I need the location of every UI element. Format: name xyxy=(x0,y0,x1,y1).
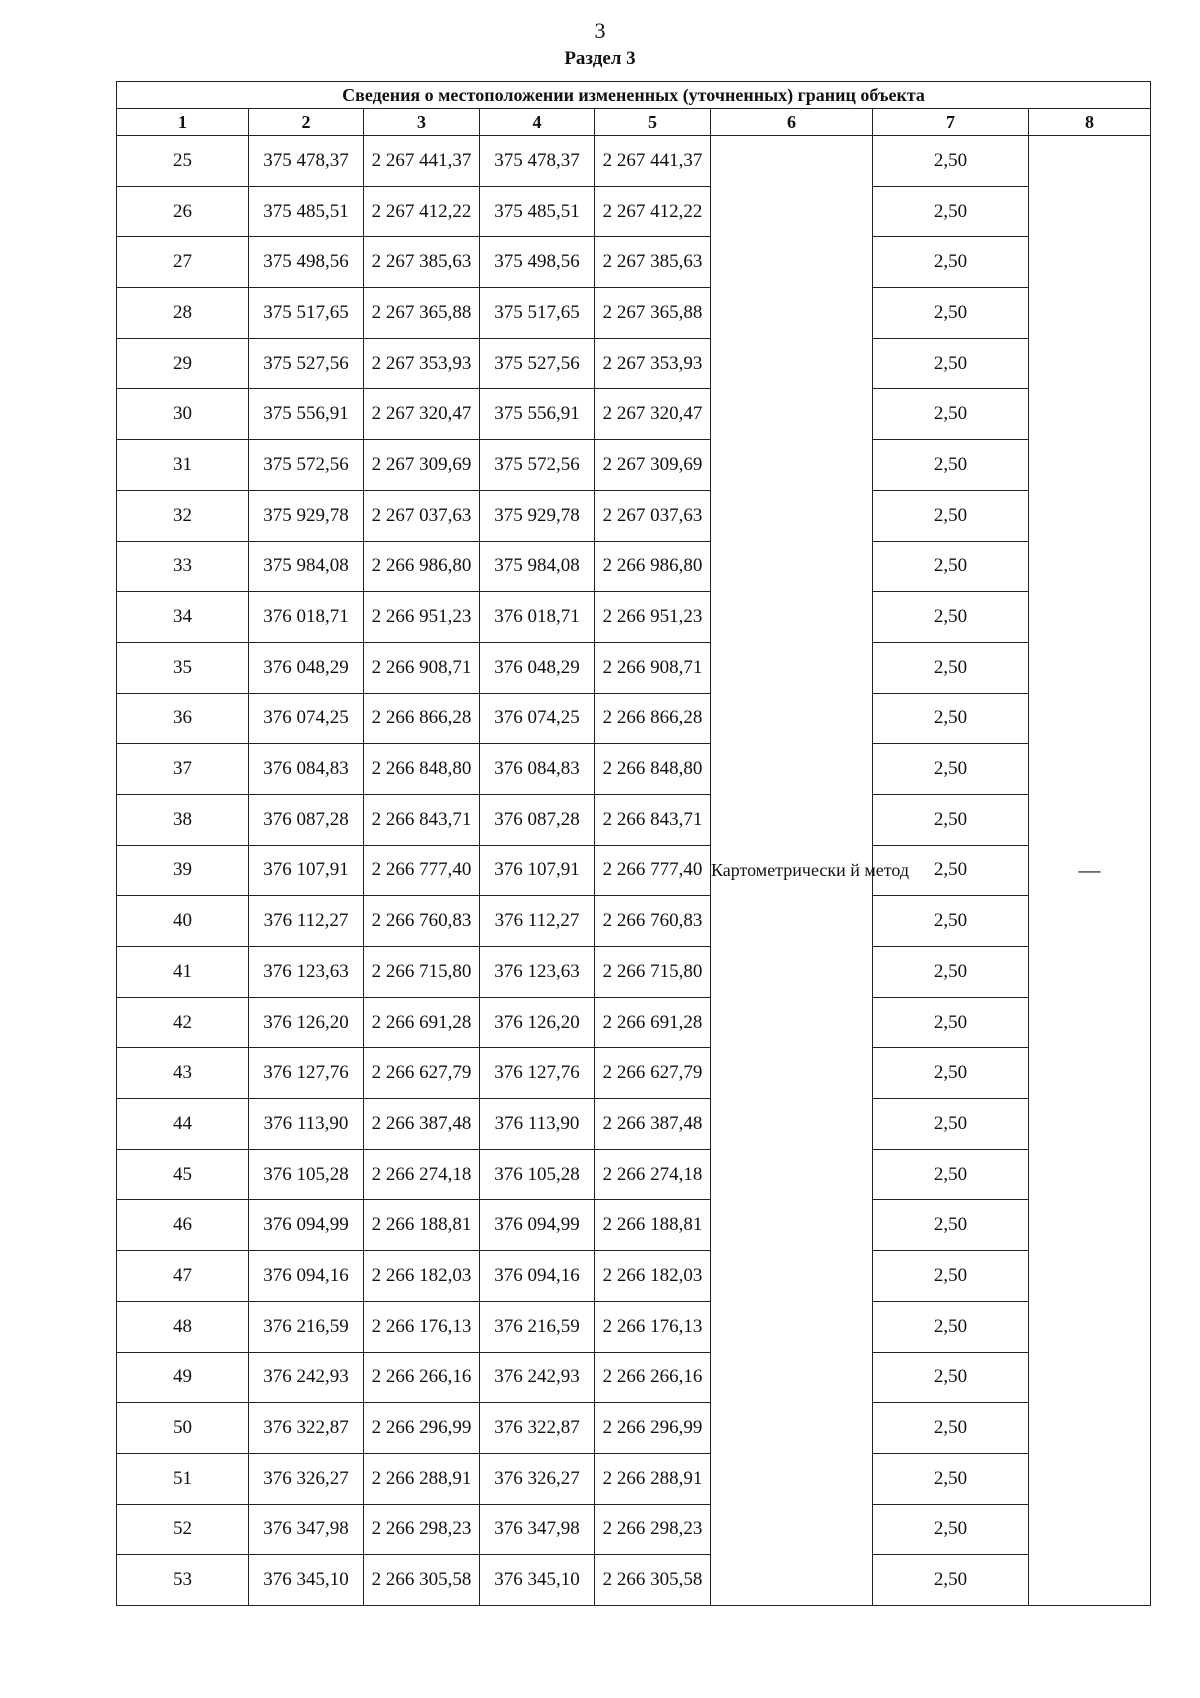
cell-n: 29 xyxy=(117,338,249,389)
cell-accuracy: 2,50 xyxy=(873,440,1029,491)
cell-x-new: 376 347,98 xyxy=(480,1504,595,1555)
cell-x-old: 376 107,91 xyxy=(249,845,364,896)
cell-x-old: 376 048,29 xyxy=(249,642,364,693)
cell-x-old: 376 018,71 xyxy=(249,592,364,643)
cell-x-new: 376 105,28 xyxy=(480,1149,595,1200)
cell-x-old: 375 556,91 xyxy=(249,389,364,440)
table-row xyxy=(117,744,1151,795)
cell-x-new: 375 929,78 xyxy=(480,490,595,541)
cell-accuracy: 2,50 xyxy=(873,237,1029,288)
cell-n: 52 xyxy=(117,1504,249,1555)
table-row xyxy=(117,1352,1151,1403)
cell-y-old: 2 267 385,63 xyxy=(364,237,480,288)
cell-y-new: 2 266 182,03 xyxy=(595,1251,711,1302)
cell-accuracy: 2,50 xyxy=(873,592,1029,643)
cell-n: 44 xyxy=(117,1099,249,1150)
table-row xyxy=(117,1251,1151,1302)
cell-x-new: 376 242,93 xyxy=(480,1352,595,1403)
column-number: 2 xyxy=(249,109,364,136)
table-row xyxy=(117,237,1151,288)
cell-y-new: 2 266 298,23 xyxy=(595,1504,711,1555)
table-row xyxy=(117,288,1151,339)
cell-n: 42 xyxy=(117,997,249,1048)
cell-n: 39 xyxy=(117,845,249,896)
cell-notes: — xyxy=(1029,136,1151,1606)
cell-y-old: 2 267 037,63 xyxy=(364,490,480,541)
cell-y-old: 2 267 412,22 xyxy=(364,186,480,237)
cell-y-new: 2 266 866,28 xyxy=(595,693,711,744)
cell-method: Картометрически й метод xyxy=(711,136,873,1606)
cell-n: 51 xyxy=(117,1453,249,1504)
cell-x-old: 376 322,87 xyxy=(249,1403,364,1454)
cell-accuracy: 2,50 xyxy=(873,744,1029,795)
cell-n: 49 xyxy=(117,1352,249,1403)
page-number: 3 xyxy=(594,18,606,43)
cell-n: 26 xyxy=(117,186,249,237)
table-row xyxy=(117,1099,1151,1150)
cell-x-old: 375 498,56 xyxy=(249,237,364,288)
cell-n: 40 xyxy=(117,896,249,947)
cell-accuracy: 2,50 xyxy=(873,288,1029,339)
cell-accuracy: 2,50 xyxy=(873,1301,1029,1352)
cell-x-old: 375 572,56 xyxy=(249,440,364,491)
cell-x-old: 376 094,99 xyxy=(249,1200,364,1251)
table-row xyxy=(117,490,1151,541)
cell-x-old: 376 126,20 xyxy=(249,997,364,1048)
cell-y-old: 2 266 866,28 xyxy=(364,693,480,744)
cell-x-new: 376 094,16 xyxy=(480,1251,595,1302)
cell-accuracy: 2,50 xyxy=(873,136,1029,187)
cell-x-old: 376 113,90 xyxy=(249,1099,364,1150)
cell-y-new: 2 266 288,91 xyxy=(595,1453,711,1504)
cell-accuracy: 2,50 xyxy=(873,1453,1029,1504)
cell-y-new: 2 266 908,71 xyxy=(595,642,711,693)
cell-n: 31 xyxy=(117,440,249,491)
cell-y-new: 2 266 843,71 xyxy=(595,794,711,845)
cell-x-new: 376 112,27 xyxy=(480,896,595,947)
column-number: 6 xyxy=(711,109,873,136)
cell-x-new: 375 984,08 xyxy=(480,541,595,592)
cell-x-new: 376 018,71 xyxy=(480,592,595,643)
cell-accuracy: 2,50 xyxy=(873,642,1029,693)
cell-x-old: 375 478,37 xyxy=(249,136,364,187)
cell-y-old: 2 267 365,88 xyxy=(364,288,480,339)
cell-n: 34 xyxy=(117,592,249,643)
cell-y-new: 2 267 037,63 xyxy=(595,490,711,541)
cell-x-old: 376 216,59 xyxy=(249,1301,364,1352)
cell-accuracy: 2,50 xyxy=(873,1099,1029,1150)
cell-n: 30 xyxy=(117,389,249,440)
cell-n: 46 xyxy=(117,1200,249,1251)
table-row xyxy=(117,389,1151,440)
cell-y-new: 2 266 188,81 xyxy=(595,1200,711,1251)
cell-y-new: 2 266 986,80 xyxy=(595,541,711,592)
cell-y-new: 2 267 385,63 xyxy=(595,237,711,288)
cell-accuracy: 2,50 xyxy=(873,541,1029,592)
cell-x-new: 376 345,10 xyxy=(480,1555,595,1606)
cell-y-old: 2 267 320,47 xyxy=(364,389,480,440)
cell-x-old: 376 326,27 xyxy=(249,1453,364,1504)
cell-y-old: 2 266 288,91 xyxy=(364,1453,480,1504)
cell-y-old: 2 266 188,81 xyxy=(364,1200,480,1251)
table-row xyxy=(117,1555,1151,1606)
cell-y-new: 2 266 777,40 xyxy=(595,845,711,896)
cell-x-old: 375 527,56 xyxy=(249,338,364,389)
cell-y-new: 2 266 274,18 xyxy=(595,1149,711,1200)
cell-y-old: 2 266 760,83 xyxy=(364,896,480,947)
table-row xyxy=(117,896,1151,947)
column-number: 1 xyxy=(117,109,249,136)
cell-accuracy: 2,50 xyxy=(873,1048,1029,1099)
cell-x-new: 376 048,29 xyxy=(480,642,595,693)
cell-accuracy: 2,50 xyxy=(873,845,1029,896)
table-row xyxy=(117,997,1151,1048)
cell-y-new: 2 266 951,23 xyxy=(595,592,711,643)
table-row xyxy=(117,592,1151,643)
column-number: 4 xyxy=(480,109,595,136)
cell-x-new: 376 074,25 xyxy=(480,693,595,744)
cell-y-old: 2 267 353,93 xyxy=(364,338,480,389)
table-caption: Сведения о местоположении измененных (уточненных) границ объекта xyxy=(117,82,1151,109)
table-row xyxy=(117,541,1151,592)
cell-accuracy: 2,50 xyxy=(873,1504,1029,1555)
cell-n: 27 xyxy=(117,237,249,288)
table-row xyxy=(117,794,1151,845)
cell-n: 48 xyxy=(117,1301,249,1352)
cell-x-old: 376 345,10 xyxy=(249,1555,364,1606)
cell-accuracy: 2,50 xyxy=(873,1555,1029,1606)
cell-x-old: 376 094,16 xyxy=(249,1251,364,1302)
cell-n: 53 xyxy=(117,1555,249,1606)
cell-x-new: 375 478,37 xyxy=(480,136,595,187)
section-title: Раздел 3 xyxy=(564,48,636,69)
cell-y-old: 2 266 305,58 xyxy=(364,1555,480,1606)
cell-y-new: 2 266 848,80 xyxy=(595,744,711,795)
cell-y-old: 2 266 777,40 xyxy=(364,845,480,896)
cell-x-new: 375 485,51 xyxy=(480,186,595,237)
cell-n: 41 xyxy=(117,947,249,998)
cell-y-new: 2 266 266,16 xyxy=(595,1352,711,1403)
cell-x-old: 376 087,28 xyxy=(249,794,364,845)
cell-y-new: 2 266 627,79 xyxy=(595,1048,711,1099)
column-number: 5 xyxy=(595,109,711,136)
cell-n: 47 xyxy=(117,1251,249,1302)
cell-x-new: 376 113,90 xyxy=(480,1099,595,1150)
table-row xyxy=(117,1504,1151,1555)
cell-x-old: 376 112,27 xyxy=(249,896,364,947)
cell-x-new: 376 107,91 xyxy=(480,845,595,896)
cell-accuracy: 2,50 xyxy=(873,997,1029,1048)
cell-y-old: 2 266 843,71 xyxy=(364,794,480,845)
cell-accuracy: 2,50 xyxy=(873,1149,1029,1200)
table-row xyxy=(117,1301,1151,1352)
column-number: 7 xyxy=(873,109,1029,136)
cell-accuracy: 2,50 xyxy=(873,186,1029,237)
table-row xyxy=(117,642,1151,693)
cell-n: 37 xyxy=(117,744,249,795)
cell-y-new: 2 266 176,13 xyxy=(595,1301,711,1352)
cell-n: 32 xyxy=(117,490,249,541)
cell-x-new: 375 498,56 xyxy=(480,237,595,288)
cell-accuracy: 2,50 xyxy=(873,947,1029,998)
cell-x-new: 376 127,76 xyxy=(480,1048,595,1099)
cell-accuracy: 2,50 xyxy=(873,1251,1029,1302)
cell-y-old: 2 266 986,80 xyxy=(364,541,480,592)
table-row xyxy=(117,186,1151,237)
cell-y-new: 2 267 309,69 xyxy=(595,440,711,491)
cell-y-old: 2 266 182,03 xyxy=(364,1251,480,1302)
cell-y-new: 2 267 353,93 xyxy=(595,338,711,389)
column-number: 8 xyxy=(1029,109,1151,136)
table-row xyxy=(117,1200,1151,1251)
cell-accuracy: 2,50 xyxy=(873,1403,1029,1454)
table-row xyxy=(117,136,1151,187)
cell-y-new: 2 266 305,58 xyxy=(595,1555,711,1606)
cell-x-old: 376 123,63 xyxy=(249,947,364,998)
cell-y-new: 2 266 760,83 xyxy=(595,896,711,947)
cell-accuracy: 2,50 xyxy=(873,896,1029,947)
table-row xyxy=(117,947,1151,998)
cell-y-old: 2 266 908,71 xyxy=(364,642,480,693)
cell-y-new: 2 267 412,22 xyxy=(595,186,711,237)
cell-x-new: 376 326,27 xyxy=(480,1453,595,1504)
cell-accuracy: 2,50 xyxy=(873,794,1029,845)
column-number: 3 xyxy=(364,109,480,136)
cell-y-old: 2 266 715,80 xyxy=(364,947,480,998)
cell-y-old: 2 266 951,23 xyxy=(364,592,480,643)
cell-n: 36 xyxy=(117,693,249,744)
cell-y-new: 2 266 691,28 xyxy=(595,997,711,1048)
cell-y-new: 2 266 387,48 xyxy=(595,1099,711,1150)
table-row xyxy=(117,1048,1151,1099)
cell-x-new: 376 322,87 xyxy=(480,1403,595,1454)
cell-x-new: 376 216,59 xyxy=(480,1301,595,1352)
cell-accuracy: 2,50 xyxy=(873,693,1029,744)
cell-n: 25 xyxy=(117,136,249,187)
cell-x-new: 375 517,65 xyxy=(480,288,595,339)
boundary-coordinates-table xyxy=(116,81,1151,1606)
cell-x-old: 376 127,76 xyxy=(249,1048,364,1099)
cell-y-old: 2 266 387,48 xyxy=(364,1099,480,1150)
cell-y-old: 2 266 848,80 xyxy=(364,744,480,795)
cell-y-old: 2 266 176,13 xyxy=(364,1301,480,1352)
cell-y-old: 2 266 296,99 xyxy=(364,1403,480,1454)
cell-x-old: 375 929,78 xyxy=(249,490,364,541)
cell-y-new: 2 267 365,88 xyxy=(595,288,711,339)
cell-y-old: 2 266 274,18 xyxy=(364,1149,480,1200)
cell-accuracy: 2,50 xyxy=(873,1352,1029,1403)
cell-x-old: 376 242,93 xyxy=(249,1352,364,1403)
cell-y-old: 2 266 627,79 xyxy=(364,1048,480,1099)
cell-n: 38 xyxy=(117,794,249,845)
table-row xyxy=(117,693,1151,744)
cell-y-old: 2 267 309,69 xyxy=(364,440,480,491)
table-row xyxy=(117,845,1151,896)
cell-x-new: 376 084,83 xyxy=(480,744,595,795)
cell-x-new: 376 123,63 xyxy=(480,947,595,998)
cell-n: 45 xyxy=(117,1149,249,1200)
table-row xyxy=(117,440,1151,491)
cell-x-old: 376 105,28 xyxy=(249,1149,364,1200)
table-body xyxy=(117,136,1151,1606)
cell-x-new: 375 572,56 xyxy=(480,440,595,491)
cell-n: 50 xyxy=(117,1403,249,1454)
cell-accuracy: 2,50 xyxy=(873,389,1029,440)
cell-x-new: 375 556,91 xyxy=(480,389,595,440)
cell-n: 28 xyxy=(117,288,249,339)
cell-x-old: 375 984,08 xyxy=(249,541,364,592)
table-row xyxy=(117,1149,1151,1200)
table-row xyxy=(117,1453,1151,1504)
table-row xyxy=(117,338,1151,389)
cell-x-old: 375 485,51 xyxy=(249,186,364,237)
cell-y-old: 2 267 441,37 xyxy=(364,136,480,187)
cell-x-old: 376 347,98 xyxy=(249,1504,364,1555)
table-row xyxy=(117,1403,1151,1454)
cell-x-new: 376 087,28 xyxy=(480,794,595,845)
cell-y-old: 2 266 298,23 xyxy=(364,1504,480,1555)
cell-y-new: 2 267 320,47 xyxy=(595,389,711,440)
cell-accuracy: 2,50 xyxy=(873,338,1029,389)
cell-y-new: 2 266 715,80 xyxy=(595,947,711,998)
cell-y-old: 2 266 266,16 xyxy=(364,1352,480,1403)
cell-x-new: 376 126,20 xyxy=(480,997,595,1048)
cell-x-old: 376 074,25 xyxy=(249,693,364,744)
cell-x-old: 376 084,83 xyxy=(249,744,364,795)
cell-y-new: 2 266 296,99 xyxy=(595,1403,711,1454)
cell-n: 43 xyxy=(117,1048,249,1099)
cell-y-new: 2 267 441,37 xyxy=(595,136,711,187)
cell-x-old: 375 517,65 xyxy=(249,288,364,339)
cell-accuracy: 2,50 xyxy=(873,1200,1029,1251)
cell-y-old: 2 266 691,28 xyxy=(364,997,480,1048)
cell-accuracy: 2,50 xyxy=(873,490,1029,541)
cell-x-new: 376 094,99 xyxy=(480,1200,595,1251)
cell-n: 35 xyxy=(117,642,249,693)
cell-n: 33 xyxy=(117,541,249,592)
cell-x-new: 375 527,56 xyxy=(480,338,595,389)
